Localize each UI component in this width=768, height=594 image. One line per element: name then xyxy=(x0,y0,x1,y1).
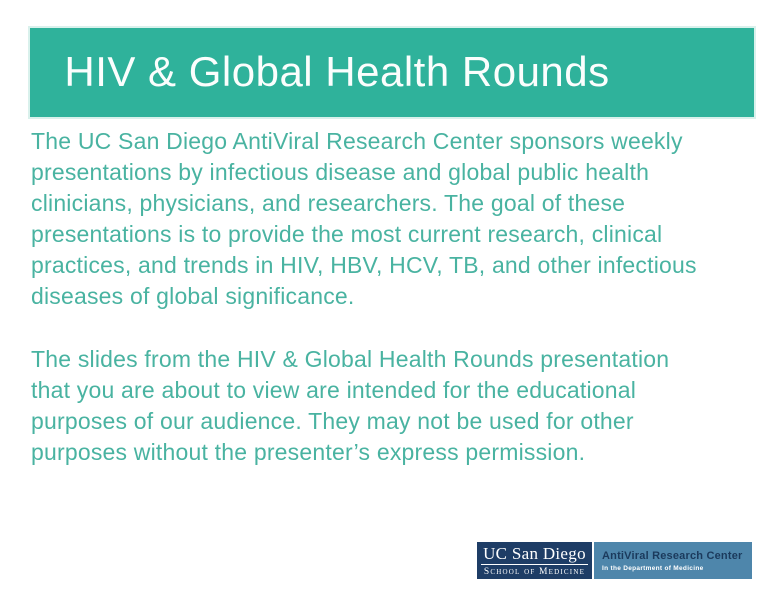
paragraph-sponsor-description: The UC San Diego AntiViral Research Center sponsors weekly presentations by infectious disease and global public health clinicians, physicians, and researchers. The goal of these presentations is to provide the most current research, clinical practices, and trends in HIV, HBV, HCV, TB, and other infectious diseases of global significance. xyxy=(31,128,697,309)
ucsd-wordmark: UC San Diego xyxy=(483,543,586,563)
ucsd-school-of-medicine-label: School of Medicine xyxy=(483,566,586,577)
slide-title: HIV & Global Health Rounds xyxy=(64,48,610,95)
footer-logo-lockup xyxy=(477,542,752,579)
avrc-title: AntiViral Research Center xyxy=(602,549,743,562)
paragraph-usage-disclaimer: The slides from the HIV & Global Health Rounds presentation that you are about to view are intended for the educational purposes of our audience. They may not be used for other purposes without the presenter’s express permission. xyxy=(31,346,670,465)
title-banner xyxy=(30,28,754,117)
ucsd-logo xyxy=(477,542,592,579)
avrc-department-subtitle: In the Department of Medicine xyxy=(602,564,704,572)
slide-body xyxy=(31,126,753,468)
avrc-logo xyxy=(592,542,752,579)
